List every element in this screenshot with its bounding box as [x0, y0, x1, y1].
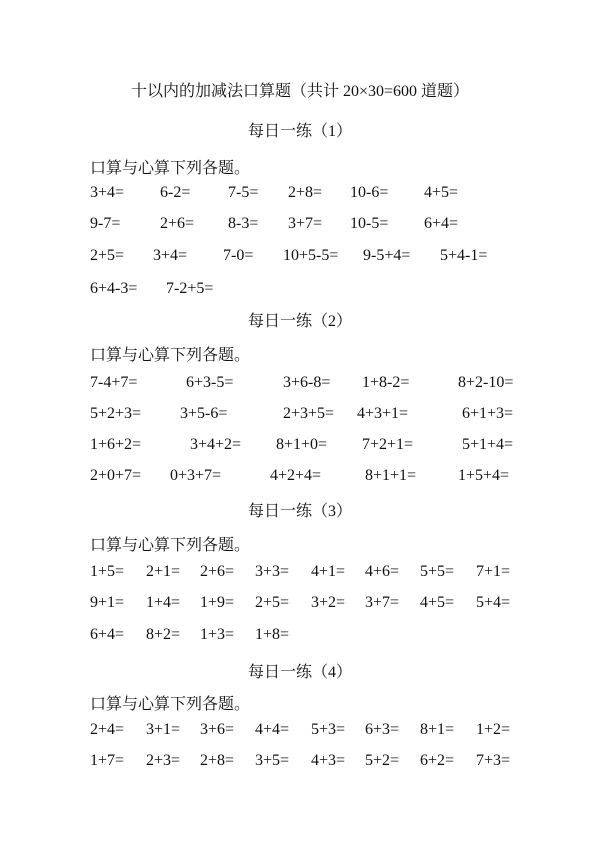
math-problem: 7+2+1= — [362, 436, 414, 453]
math-problem: 3+5= — [255, 752, 290, 769]
math-problem: 8+1+0= — [276, 436, 328, 453]
math-problem: 6+4= — [424, 215, 459, 232]
math-problem: 5+2= — [365, 752, 400, 769]
math-problem: 2+3= — [146, 752, 181, 769]
math-problem: 1+2= — [476, 721, 511, 738]
math-problem: 2+3+5= — [283, 405, 335, 422]
math-problem: 2+5= — [90, 247, 125, 264]
math-problem: 5+5= — [420, 563, 455, 580]
exercise-title: 每日一练（4） — [247, 664, 352, 681]
math-problem: 8+1+1= — [365, 467, 417, 484]
math-problem: 4+4= — [255, 721, 290, 738]
math-problem: 1+7= — [90, 752, 125, 769]
math-problem: 2+5= — [255, 594, 290, 611]
math-problem: 6+4= — [90, 626, 125, 643]
math-problem: 3+6= — [200, 721, 235, 738]
math-problem: 9-5+4= — [363, 247, 411, 264]
math-problem: 0+3+7= — [170, 467, 222, 484]
math-problem: 6+2= — [420, 752, 455, 769]
math-problem: 4+3= — [311, 752, 346, 769]
math-problem: 2+6= — [160, 215, 195, 232]
math-problem: 1+9= — [200, 594, 235, 611]
exercise-title: 每日一练（1） — [247, 123, 352, 140]
math-problem: 5+2+3= — [90, 405, 142, 422]
math-problem: 5+4-1= — [440, 247, 488, 264]
math-problem: 3+7= — [365, 594, 400, 611]
math-problem: 9-7= — [90, 215, 121, 232]
math-problem: 7+1= — [476, 563, 511, 580]
math-problem: 8+2-10= — [458, 374, 514, 391]
math-problem: 6+1+3= — [462, 405, 514, 422]
math-problem: 1+8= — [255, 626, 290, 643]
math-problem: 4+2+4= — [270, 467, 322, 484]
math-problem: 5+4= — [476, 594, 511, 611]
page-title: 十以内的加减法口算题（共计 20×30=600 道题） — [130, 83, 470, 100]
math-problem: 9+1= — [90, 594, 125, 611]
math-problem: 10+5-5= — [283, 247, 339, 264]
math-problem: 3+5-6= — [180, 405, 228, 422]
math-problem: 7-5= — [228, 184, 259, 201]
math-problem: 4+5= — [424, 184, 459, 201]
math-problem: 6+4-3= — [90, 280, 138, 297]
math-problem: 3+6-8= — [283, 374, 331, 391]
math-problem: 10-5= — [350, 215, 389, 232]
math-problem: 1+5+4= — [458, 467, 510, 484]
math-problem: 8-3= — [228, 215, 259, 232]
exercise-instruction: 口算与心算下列各题。 — [90, 696, 251, 713]
math-problem: 7-2+5= — [166, 280, 214, 297]
math-problem: 2+1= — [146, 563, 181, 580]
math-problem: 3+2= — [311, 594, 346, 611]
math-problem: 5+3= — [311, 721, 346, 738]
math-problem: 2+0+7= — [90, 467, 142, 484]
math-problem: 4+6= — [365, 563, 400, 580]
math-problem: 6+3-5= — [186, 374, 234, 391]
math-problem: 3+4= — [90, 184, 125, 201]
math-problem: 3+1= — [146, 721, 181, 738]
math-problem: 8+1= — [420, 721, 455, 738]
math-problem: 7+3= — [476, 752, 511, 769]
math-problem: 4+1= — [311, 563, 346, 580]
math-problem: 10-6= — [350, 184, 389, 201]
exercise-instruction: 口算与心算下列各题。 — [90, 347, 251, 364]
math-problem: 1+6+2= — [90, 436, 142, 453]
exercise-title: 每日一练（3） — [247, 503, 352, 520]
math-problem: 1+5= — [90, 563, 125, 580]
math-problem: 1+8-2= — [362, 374, 410, 391]
math-problem: 2+6= — [200, 563, 235, 580]
math-problem: 4+3+1= — [357, 405, 409, 422]
exercise-instruction: 口算与心算下列各题。 — [90, 160, 251, 177]
math-problem: 2+8= — [288, 184, 323, 201]
exercise-instruction: 口算与心算下列各题。 — [90, 537, 251, 554]
math-problem: 7-4+7= — [90, 374, 138, 391]
math-problem: 3+4+2= — [190, 436, 242, 453]
math-problem: 2+8= — [200, 752, 235, 769]
math-problem: 5+1+4= — [462, 436, 514, 453]
math-problem: 7-0= — [223, 247, 254, 264]
math-problem: 6-2= — [160, 184, 191, 201]
exercise-title: 每日一练（2） — [247, 313, 352, 330]
math-problem: 2+4= — [90, 721, 125, 738]
math-problem: 6+3= — [365, 721, 400, 738]
math-problem: 3+7= — [288, 215, 323, 232]
math-problem: 3+4= — [153, 247, 188, 264]
math-problem: 3+3= — [255, 563, 290, 580]
math-problem: 1+4= — [146, 594, 181, 611]
math-problem: 1+3= — [200, 626, 235, 643]
math-problem: 4+5= — [420, 594, 455, 611]
math-problem: 8+2= — [146, 626, 181, 643]
